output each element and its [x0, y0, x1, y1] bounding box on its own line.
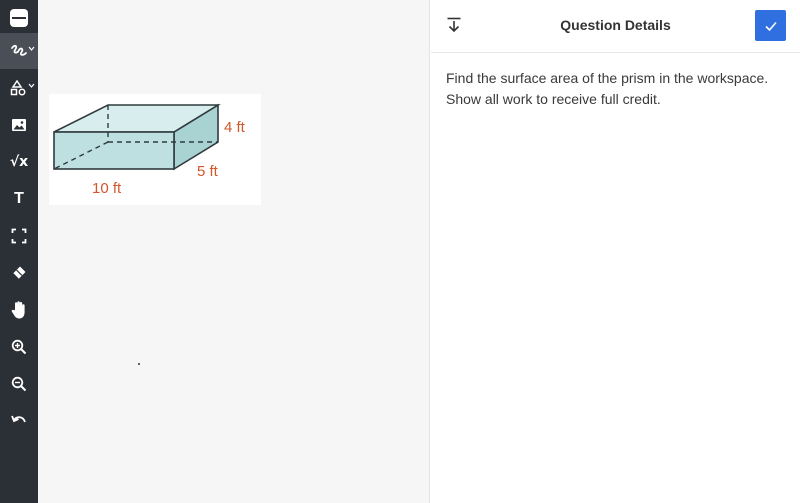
eraser-icon [11, 265, 27, 281]
ink-dot [138, 363, 140, 365]
text-icon: T [14, 190, 24, 207]
equation-tool-button[interactable] [0, 144, 38, 180]
collapse-panel-button[interactable] [443, 14, 465, 36]
width-label: 5 ft [197, 163, 218, 180]
workspace-canvas[interactable] [38, 0, 430, 503]
zoom-out-icon [11, 376, 27, 392]
panel-header [431, 0, 800, 53]
checkmark-icon [764, 20, 778, 32]
length-label: 10 ft [92, 180, 122, 197]
menu-button[interactable] [0, 0, 38, 36]
select-frame-icon [11, 228, 27, 244]
zoom-in-icon [11, 339, 27, 355]
sqrt-x-icon: √x [9, 154, 29, 170]
arrow-down-to-line-icon [446, 17, 462, 33]
prism-diagram [49, 94, 261, 205]
text-tool-button[interactable] [0, 181, 38, 217]
menu-icon [9, 8, 29, 28]
image-icon [11, 117, 27, 133]
shapes-tool-button[interactable] [0, 70, 38, 106]
tool-sidebar [0, 0, 38, 503]
question-text: Find the surface area of the prism in the workspace. Show all work to receive full credit. [446, 70, 769, 107]
height-label: 4 ft [224, 119, 245, 136]
image-tool-button[interactable] [0, 107, 38, 143]
undo-icon [11, 414, 27, 428]
select-tool-button[interactable] [0, 218, 38, 254]
shapes-icon [10, 80, 28, 96]
eraser-tool-button[interactable] [0, 255, 38, 291]
zoom-in-button[interactable] [0, 329, 38, 365]
panel-title: Question Details [560, 17, 671, 33]
pan-tool-button[interactable] [0, 292, 38, 328]
question-panel [431, 0, 800, 503]
pen-tool-button[interactable] [0, 33, 38, 69]
hand-icon [10, 300, 28, 320]
undo-button[interactable] [0, 403, 38, 439]
scribble-pen-icon [10, 43, 28, 59]
prism-image[interactable] [49, 94, 261, 205]
submit-button[interactable] [755, 10, 786, 41]
chevron-down-icon [28, 83, 35, 89]
zoom-out-button[interactable] [0, 366, 38, 402]
chevron-down-icon [28, 46, 35, 52]
